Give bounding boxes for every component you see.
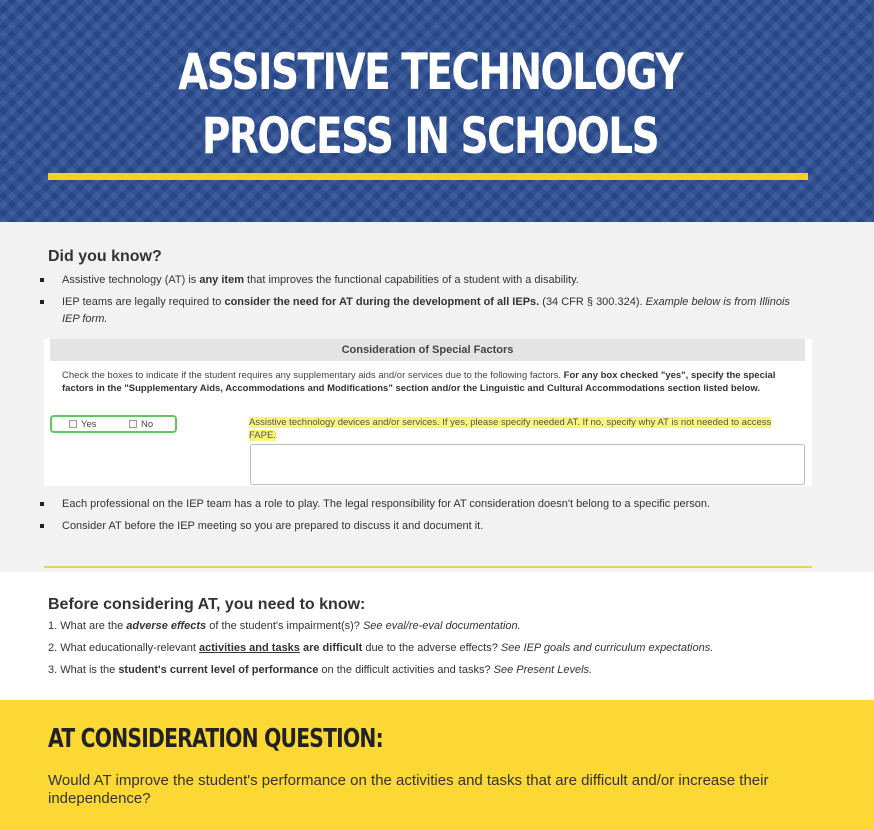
list-item bbox=[48, 662, 828, 679]
emphasis: For any box checked "yes", specify the special factors in the "Supplementary Aids, Accommodations and Modifications" section and/or the Linguistic and Cultural Accommodations section listed below. bbox=[62, 370, 776, 394]
list-item bbox=[48, 640, 828, 657]
did-you-know-heading: Did you know? bbox=[48, 248, 162, 265]
at-question-title: AT CONSIDERATION QUESTION: bbox=[48, 724, 383, 754]
reference-note: See IEP goals and curriculum expectations. bbox=[500, 642, 714, 654]
form-header: Consideration of Special Factors bbox=[50, 339, 805, 361]
emphasis: are difficult bbox=[299, 642, 363, 654]
list-item: Consider AT before the IEP meeting so you are prepared to discuss it and document it. bbox=[40, 518, 800, 535]
text: of the student's impairment(s)? bbox=[206, 620, 363, 632]
text: (34 CFR § 300.324). bbox=[539, 296, 646, 308]
list-item bbox=[48, 618, 828, 635]
text: 3. What is the bbox=[48, 664, 119, 676]
at-question-section bbox=[0, 700, 874, 830]
yes-no-options bbox=[50, 415, 177, 433]
no-label: No bbox=[141, 419, 154, 430]
did-you-know-list bbox=[40, 272, 800, 333]
at-question-text: Would AT improve the student's performance on the activities and tasks that are difficult and/or increase their independence? bbox=[48, 772, 769, 807]
text: due to the adverse effects? bbox=[362, 642, 501, 654]
text: that improves the functional capabilities of a student with a disability. bbox=[243, 274, 579, 286]
form-instructions bbox=[62, 370, 797, 395]
list-item bbox=[40, 294, 800, 328]
text: IEP teams are legally required to bbox=[62, 296, 225, 308]
text: Check the boxes to indicate if the student requires any supplementary aids and/or services due to the following factors. bbox=[62, 370, 564, 381]
emphasis: activities and tasks bbox=[199, 642, 300, 654]
iep-form-example bbox=[44, 339, 812, 486]
emphasis: adverse effects bbox=[126, 620, 207, 632]
section-divider bbox=[44, 566, 812, 568]
page-title: ASSISTIVE TECHNOLOGY PROCESS IN SCHOOLS bbox=[178, 43, 682, 165]
example-note: Example below is from Illinois IEP form. bbox=[62, 296, 790, 325]
reference-note: See eval/re-eval documentation. bbox=[362, 620, 521, 632]
no-checkbox[interactable] bbox=[129, 420, 137, 428]
yes-checkbox[interactable] bbox=[69, 420, 77, 428]
before-considering-list bbox=[48, 618, 828, 684]
hero-banner bbox=[0, 0, 874, 222]
text: 1. What are the bbox=[48, 620, 127, 632]
list-item: Each professional on the IEP team has a role to play. The legal responsibility for AT consideration doesn't belong to a specific person. bbox=[40, 496, 800, 513]
emphasis: any item bbox=[199, 274, 244, 286]
before-considering-heading: Before considering AT, you need to know: bbox=[48, 596, 366, 613]
reference-note: See Present Levels. bbox=[493, 664, 593, 676]
list-item bbox=[40, 272, 800, 289]
yes-label: Yes bbox=[81, 419, 97, 430]
did-you-know-list-continued bbox=[40, 496, 800, 540]
text: Assistive technology (AT) is bbox=[62, 274, 200, 286]
text: on the difficult activities and tasks? bbox=[318, 664, 494, 676]
did-you-know-section bbox=[0, 222, 874, 572]
at-specification-textarea[interactable] bbox=[250, 444, 805, 485]
at-factor-text bbox=[249, 416, 797, 442]
emphasis: consider the need for AT during the development of all IEPs. bbox=[224, 296, 540, 308]
emphasis: student's current level of performance bbox=[118, 664, 319, 676]
title-underline bbox=[48, 173, 808, 180]
text: 2. What educationally-relevant bbox=[48, 642, 200, 654]
highlighted-text: Assistive technology devices and/or services. If yes, please specify needed AT. If no, specify why AT is not needed to access FAPE. bbox=[249, 417, 772, 441]
